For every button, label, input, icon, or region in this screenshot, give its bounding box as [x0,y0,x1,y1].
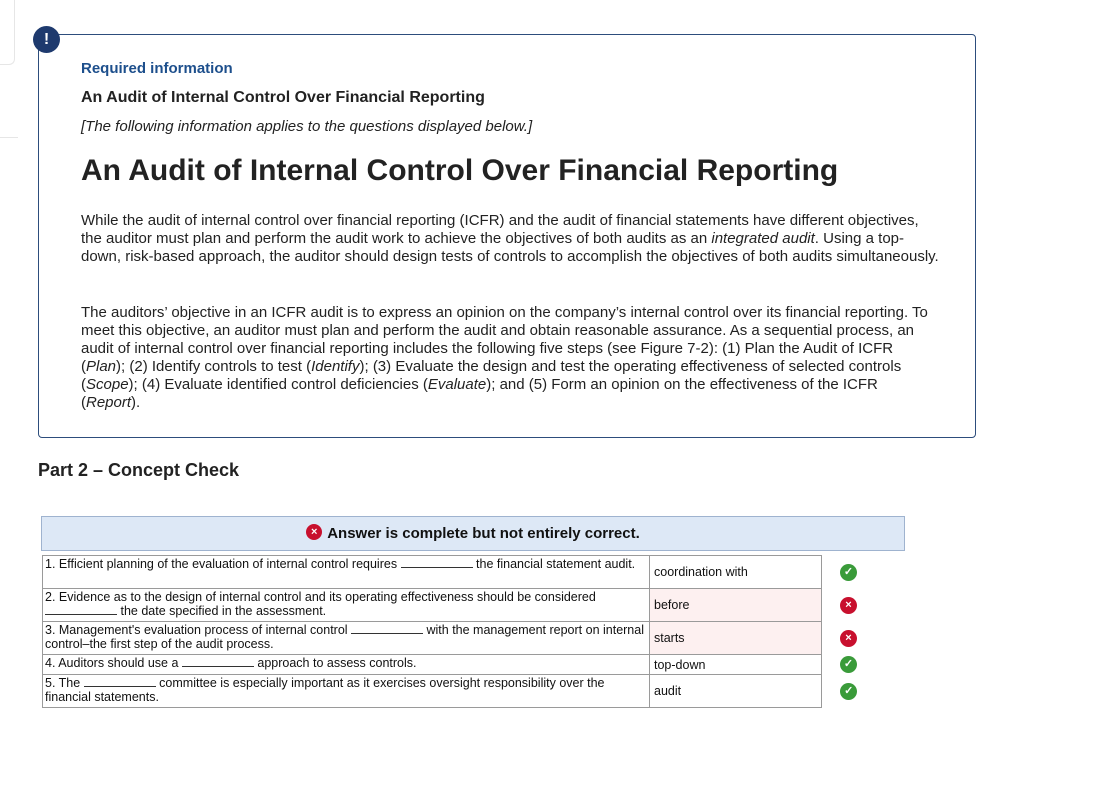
question-pre: 4. Auditors should use a [45,656,182,670]
text-run: ); and (5) Form an opinion on the effectiveness of the ICFR ( [81,376,878,411]
check-icon: ✓ [840,564,857,581]
emphasis-text: Identify [311,358,360,375]
emphasis-text: Report [86,394,132,411]
steps-paragraph [81,304,941,412]
exclamation-icon: ! [33,26,60,53]
concept-check-table [42,555,876,708]
answer-blank [351,623,423,634]
answer-cell[interactable]: coordination with [650,556,822,589]
check-icon: ✓ [840,683,857,700]
question-post: the date specified in the assessment. [117,604,327,618]
applies-note: [The following information applies to the questions displayed below.] [81,118,533,135]
emphasis-text: Scope [86,376,129,393]
question-row [43,675,876,708]
question-row [43,556,876,589]
status-cell [822,655,876,675]
text-run: ). [131,394,141,411]
question-row [43,655,876,675]
question-pre: 2. Evidence as to the design of internal control and its operating effectiveness should be considered [45,590,596,604]
question-text [43,556,650,589]
status-cell [822,622,876,655]
status-cell [822,556,876,589]
answer-cell[interactable]: before [650,589,822,622]
question-text [43,655,650,675]
answer-blank [182,656,254,667]
text-run: . Using a top-down, risk-based approach, the auditor should design tests of controls to accomplish the objectives of both audits simultaneously. [81,230,939,265]
cross-icon: × [840,597,857,614]
question-pre: 1. Efficient planning of the evaluation of internal control requires [45,557,401,571]
answer-cell[interactable]: audit [650,675,822,708]
emphasis-text: integrated audit [711,230,815,247]
text-run: ); (4) Evaluate identified control deficiencies ( [128,376,428,393]
question-pre: 3. Management's evaluation process of internal control [45,623,352,637]
text-run: While the audit of internal control over financial reporting (ICFR) and the audit of financial statements have different objectives, the auditor must plan and perform the audit work to achieve the objectives of both audits as an [81,212,919,247]
text-run: The auditors’ objective in an ICFR audit is to express an opinion on the company’s internal control over its financial reporting. To meet this objective, an auditor must plan and perform the audit and obtain reasonable assurance. As a sequential process, an audit of internal control over financial reporting includes the following five steps (see Figure 7-2): (1) Plan the Audit of ICFR ( [81,304,928,375]
emphasis-text: Evaluate [427,376,487,393]
left-edge-divider [0,137,18,138]
answer-blank [84,676,156,687]
answer-cell[interactable]: starts [650,622,822,655]
question-text [43,589,650,622]
answer-cell[interactable]: top-down [650,655,822,675]
question-text [43,675,650,708]
emphasis-text: Plan [86,358,117,375]
result-text: Answer is complete but not entirely correct. [327,525,640,542]
part-heading: Part 2 – Concept Check [38,460,240,480]
question-pre: 5. The [45,676,84,690]
intro-paragraph [81,212,941,266]
cross-icon: × [840,630,857,647]
question-post: approach to assess controls. [253,656,417,670]
left-edge-panel [0,0,15,65]
text-run: ); (3) Evaluate the design and test the operating effectiveness of selected controls ( [81,358,902,393]
incorrect-icon: × [306,524,322,540]
question-post: the financial statement audit. [472,557,636,571]
answer-blank [401,557,473,568]
required-information-label: Required information [81,60,233,77]
status-cell [822,675,876,708]
question-row [43,622,876,655]
article-heading: An Audit of Internal Control Over Financial Reporting [81,154,839,187]
question-row [43,589,876,622]
question-post: with the management report on internal control–the first step of the audit process. [45,623,644,651]
check-icon: ✓ [840,656,857,673]
question-text [43,622,650,655]
status-cell [822,589,876,622]
case-subtitle: An Audit of Internal Control Over Financial Reporting [81,89,485,106]
result-banner [41,516,905,551]
question-post: committee is especially important as it exercises oversight responsibility over the financial statements. [45,676,605,704]
text-run: ); (2) Identify controls to test ( [116,358,312,375]
answer-blank [45,604,117,615]
